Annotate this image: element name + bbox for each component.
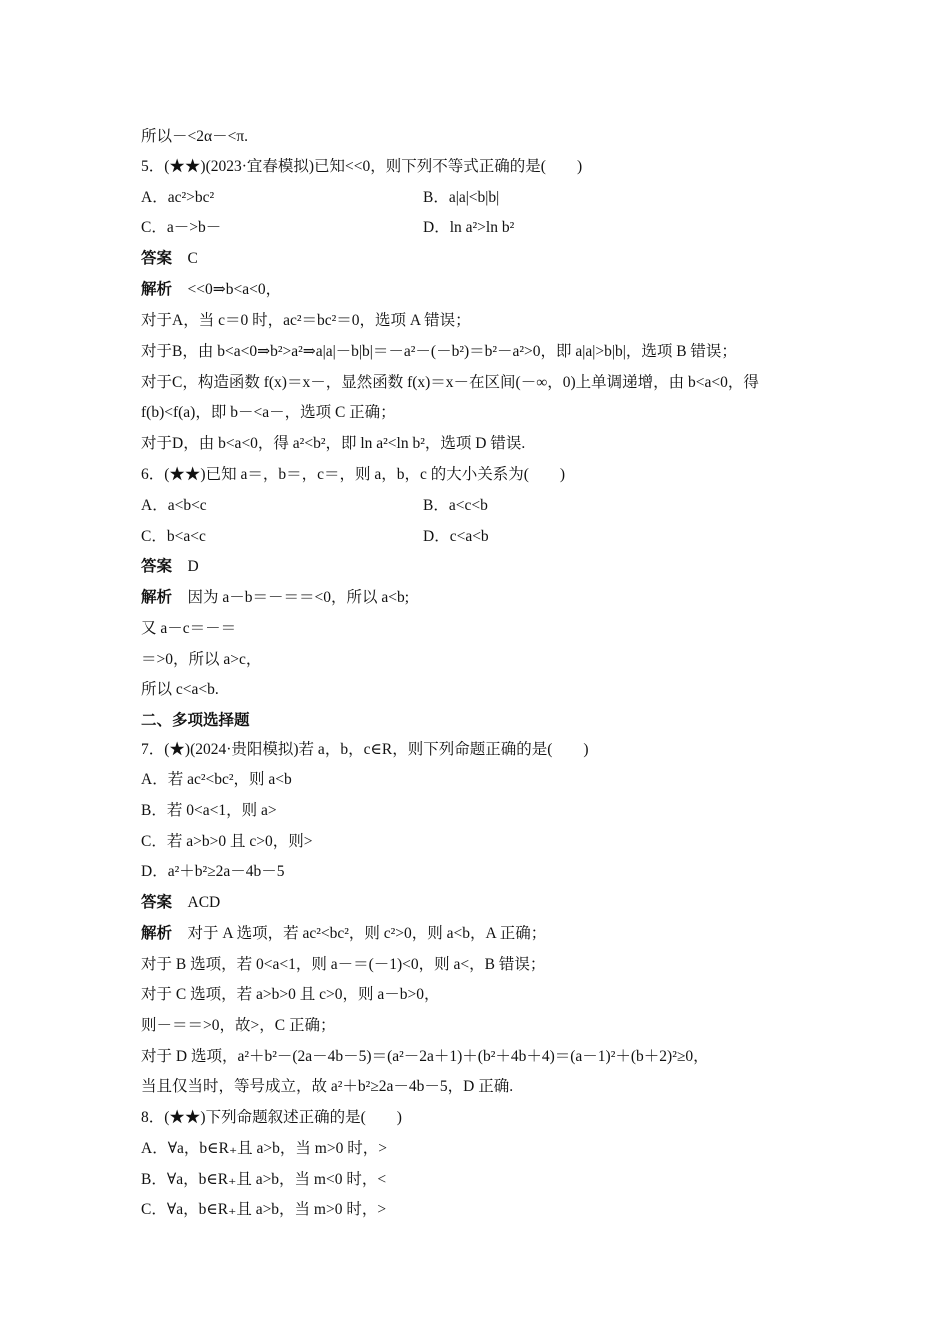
option-d: D．ln a²>ln b²	[423, 219, 515, 236]
option-a: A．若 ac²<bc²，则 a<b	[141, 771, 292, 788]
text-line: 当且仅当时，等号成立，故 a²＋b²≥2a－4b－5，D 正确.	[141, 1078, 514, 1095]
answer-label: 答案	[141, 558, 173, 575]
option-b: B．a<c<b	[423, 497, 488, 514]
text-line: 对于B，由 b<a<0⇒b²>a²⇒a|a|－b|b|＝－a²－(－b²)＝b²－a²>0，即 a|a|>b|b|，选项 B 错误；	[141, 343, 737, 360]
option-b: B．∀a，b∈R₊且 a>b，当 m<0 时，<	[141, 1171, 387, 1188]
question-5-stem: 5．(★★)(2023·宜春模拟)已知<<0，则下列不等式正确的是( )	[141, 158, 583, 175]
option-c: C．a－>b－	[141, 219, 222, 236]
analysis-label: 解析	[141, 589, 173, 606]
analysis-line: 解析 <<0⇒b<a<0，	[141, 281, 282, 298]
option-b: B．a|a|<b|b|	[423, 189, 500, 206]
text-line: 对于C，构造函数 f(x)＝x－，显然函数 f(x)＝x－在区间(－∞，0)上单调递增，由 b<a<0，得	[141, 374, 759, 391]
answer-line: 答案 C	[141, 250, 198, 267]
option-c: C．若 a>b>0 且 c>0，则>	[141, 833, 313, 850]
answer-line: 答案 ACD	[141, 894, 221, 911]
answer-label: 答案	[141, 250, 173, 267]
question-8-stem: 8．(★★)下列命题叙述正确的是( )	[141, 1109, 402, 1126]
question-7-stem: 7．(★)(2024·贵阳模拟)若 a，b，c∈R，则下列命题正确的是( )	[141, 741, 589, 758]
option-c: C．∀a，b∈R₊且 a>b，当 m>0 时，>	[141, 1201, 387, 1218]
analysis-label: 解析	[141, 925, 173, 942]
question-6-stem: 6．(★★)已知 a＝，b＝，c＝，则 a，b，c 的大小关系为( )	[141, 466, 566, 483]
text-line: 对于D，由 b<a<0，得 a²<b²，即 ln a²<ln b²，选项 D 错误.	[141, 435, 526, 452]
option-a: A．a<b<c	[141, 497, 207, 514]
text-line: 对于 D 选项，a²＋b²－(2a－4b－5)＝(a²－2a＋1)＋(b²＋4b＋4)＝(a－1)²＋(b＋2)²≥0，	[141, 1048, 709, 1065]
text-line: ＝>0，所以 a>c，	[141, 651, 262, 668]
option-a: A．ac²>bc²	[141, 189, 215, 206]
text-line: 对于 B 选项，若 0<a<1，则 a－＝(－1)<0，则 a<，B 错误；	[141, 956, 546, 973]
text-line: 又 a－c＝－＝	[141, 620, 237, 637]
text-line: 所以－<2α－<π.	[141, 128, 249, 145]
option-c: C．b<a<c	[141, 528, 206, 545]
text-line: 对于 C 选项，若 a>b>0 且 c>0，则 a－b>0，	[141, 986, 440, 1003]
analysis-line: 解析 因为 a－b＝－＝＝<0，所以 a<b;	[141, 589, 410, 606]
analysis-line: 解析 对于 A 选项，若 ac²<bc²，则 c²>0，则 a<b，A 正确；	[141, 925, 547, 942]
answer-line: 答案 D	[141, 558, 199, 575]
option-b: B．若 0<a<1，则 a>	[141, 802, 277, 819]
text-line: f(b)<f(a)，即 b－<a－，选项 C 正确；	[141, 404, 396, 421]
text-line: 对于A，当 c＝0 时，ac²＝bc²＝0，选项 A 错误；	[141, 312, 471, 329]
analysis-label: 解析	[141, 281, 173, 298]
text-line: 所以 c<a<b.	[141, 681, 219, 698]
option-d: D．a²＋b²≥2a－4b－5	[141, 863, 285, 880]
section-heading: 二、多项选择题	[141, 712, 250, 729]
answer-label: 答案	[141, 894, 173, 911]
option-a: A．∀a，b∈R₊且 a>b，当 m>0 时，>	[141, 1140, 387, 1157]
text-line: 则－＝＝>0，故>，C 正确；	[141, 1017, 336, 1034]
option-d: D．c<a<b	[423, 528, 489, 545]
